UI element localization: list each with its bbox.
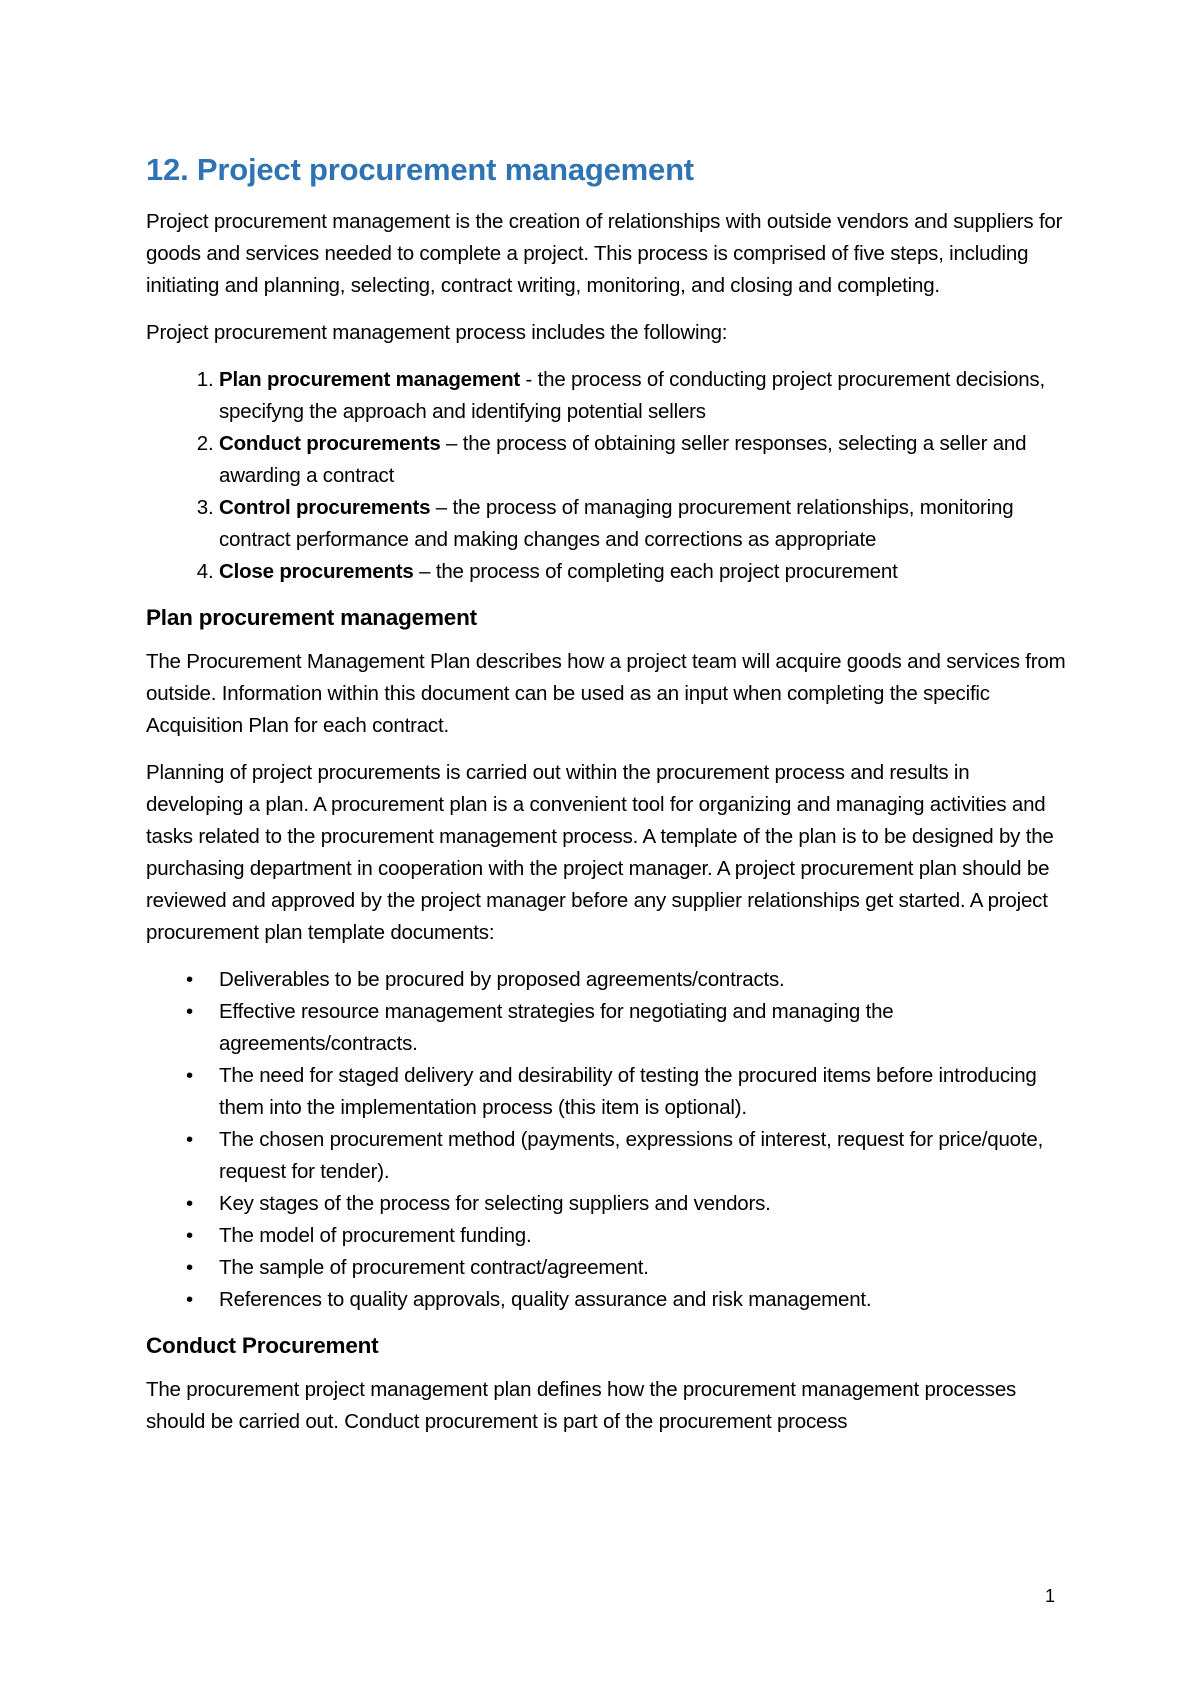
list-item bbox=[186, 1220, 1071, 1252]
step-term: Close procurements bbox=[219, 560, 414, 583]
step-term: Plan procurement management bbox=[219, 368, 521, 391]
section-heading-conduct: Conduct Procurement bbox=[146, 1333, 379, 1358]
page-title: 12. Project procurement management bbox=[146, 152, 694, 187]
bullet-text: References to quality approvals, quality assurance and risk management. bbox=[219, 1288, 872, 1311]
bullet-text: The chosen procurement method (payments, expressions of interest, request for price/quote, request for tender). bbox=[219, 1128, 1044, 1183]
list-item bbox=[219, 492, 1071, 556]
page-number: 1 bbox=[1045, 1586, 1056, 1606]
bullet-text: The need for staged delivery and desirability of testing the procured items before introducing them into the implementation process (this item is optional). bbox=[219, 1064, 1037, 1119]
list-item bbox=[186, 1060, 1071, 1124]
bullet-icon: • bbox=[186, 1000, 193, 1023]
list-item bbox=[219, 428, 1071, 492]
plan-template-list bbox=[146, 964, 1071, 1316]
intro-paragraph: Project procurement management is the creation of relationships with outside vendors and suppliers for goods and services needed to complete a project. This process is comprised of five steps, including initiating and planning, selecting, contract writing, monitoring, and closing and completing. bbox=[146, 210, 1063, 297]
step-description: - the process of conducting project procurement decisions, specifyng the approach and identifying potential sellers bbox=[219, 368, 1045, 423]
list-item bbox=[219, 364, 1071, 428]
bullet-icon: • bbox=[186, 1128, 193, 1151]
list-item bbox=[186, 1252, 1071, 1284]
bullet-text: Key stages of the process for selecting suppliers and vendors. bbox=[219, 1192, 771, 1215]
list-item bbox=[186, 1188, 1071, 1220]
bullet-text: Deliverables to be procured by proposed agreements/contracts. bbox=[219, 968, 785, 991]
list-item bbox=[219, 556, 1071, 588]
bullet-text: The model of procurement funding. bbox=[219, 1224, 532, 1247]
list-item bbox=[186, 996, 1071, 1060]
step-term: Control procurements bbox=[219, 496, 431, 519]
bullet-icon: • bbox=[186, 1064, 193, 1087]
bullet-icon: • bbox=[186, 1288, 193, 1311]
step-description: – the process of completing each project procurement bbox=[413, 560, 898, 583]
process-steps-list bbox=[146, 364, 1071, 588]
process-intro: Project procurement management process includes the following: bbox=[146, 321, 728, 344]
plan-paragraph-1: The Procurement Management Plan describes how a project team will acquire goods and services from outside. Information within this document can be used as an input when completing the specific Acquisition Plan for each contract. bbox=[146, 650, 1066, 737]
section-heading-plan: Plan procurement management bbox=[146, 605, 477, 630]
bullet-icon: • bbox=[186, 1224, 193, 1247]
bullet-text: The sample of procurement contract/agreement. bbox=[219, 1256, 649, 1279]
step-term: Conduct procurements bbox=[219, 432, 441, 455]
bullet-icon: • bbox=[186, 1192, 193, 1215]
page-content bbox=[146, 148, 1071, 1453]
bullet-icon: • bbox=[186, 1256, 193, 1279]
list-item bbox=[186, 964, 1071, 996]
step-description: – the process of managing procurement relationships, monitoring contract performance and making changes and corrections as appropriate bbox=[219, 496, 1014, 551]
plan-paragraph-2: Planning of project procurements is carried out within the procurement process and results in developing a plan. A procurement plan is a convenient tool for organizing and managing activities and tasks related to the procurement management process. A template of the plan is to be designed by the purchasing department in cooperation with the project manager. A project procurement plan should be reviewed and approved by the project manager before any supplier relationships get started. A project procurement plan template documents: bbox=[146, 761, 1054, 944]
step-description: – the process of obtaining seller responses, selecting a seller and awarding a contract bbox=[219, 432, 1027, 487]
conduct-paragraph-1: The procurement project management plan defines how the procurement management processes should be carried out. Conduct procurement is part of the procurement process bbox=[146, 1378, 1017, 1433]
list-item bbox=[186, 1124, 1071, 1188]
bullet-icon: • bbox=[186, 968, 193, 991]
list-item bbox=[186, 1284, 1071, 1316]
bullet-text: Effective resource management strategies for negotiating and managing the agreements/contracts. bbox=[219, 1000, 894, 1055]
